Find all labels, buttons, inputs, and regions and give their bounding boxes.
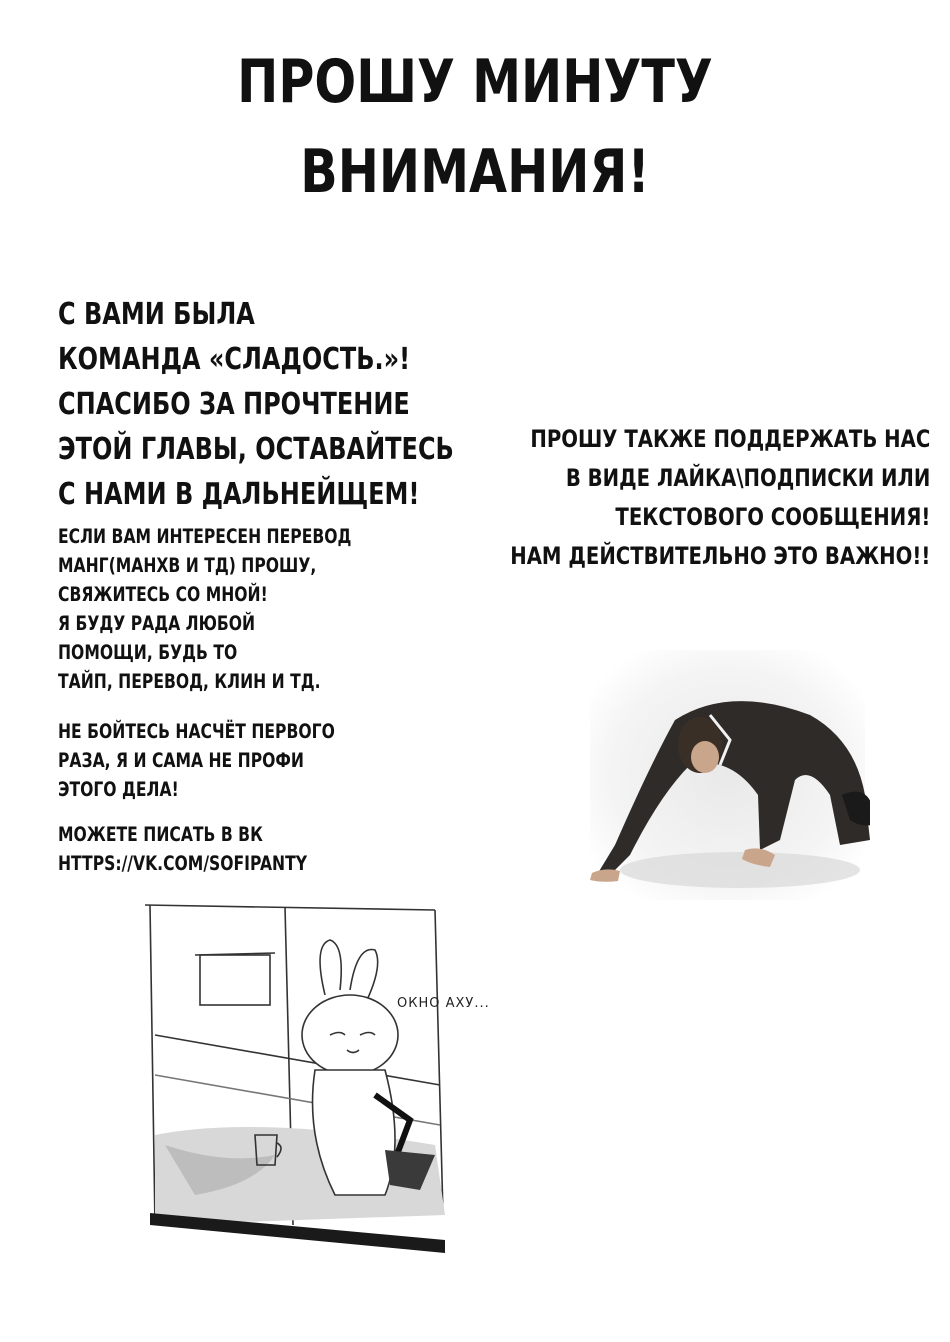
recruit-line: ТАЙП, ПЕРЕВОД, КЛИН И ТД. bbox=[58, 670, 321, 693]
support-line: В ВИДЕ ЛАЙКА\ПОДПИСКИ ИЛИ bbox=[565, 464, 930, 492]
thanks-line: СПАСИБО ЗА ПРОЧТЕНИЕ bbox=[58, 387, 410, 422]
thanks-line: С НАМИ В ДАЛЬНЕЙЩЕМ! bbox=[58, 477, 420, 512]
contact-line: МОЖЕТЕ ПИСАТЬ В ВК bbox=[58, 823, 263, 846]
thanks-line: ЭТОЙ ГЛАВЫ, ОСТАВАЙТЕСЬ bbox=[58, 432, 454, 467]
encourage-line: ЭТОГО ДЕЛА! bbox=[58, 778, 179, 801]
page-title-line-1: ПРОШУ МИНУТУ bbox=[237, 47, 713, 117]
support-line: ТЕКСТОВОГО СООБЩЕНИЯ! bbox=[615, 503, 930, 531]
contact-link[interactable]: HTTPS://VK.COM/SOFIPANTY bbox=[58, 852, 308, 875]
page-title-line-2: ВНИМАНИЯ! bbox=[300, 137, 650, 207]
thanks-block bbox=[58, 292, 454, 517]
crawling-man-photo bbox=[580, 645, 870, 905]
support-line: НАМ ДЕЙСТВИТЕЛЬНО ЭТО ВАЖНО!! bbox=[509, 542, 930, 570]
recruit-line: ЕСЛИ ВАМ ИНТЕРЕСЕН ПЕРЕВОД bbox=[58, 525, 352, 548]
recruit-line: МАНГ(МАНХВ И ТД) ПРОШУ, bbox=[58, 554, 317, 577]
recruit-line: СВЯЖИТЕСЬ СО МНОЙ! bbox=[58, 583, 268, 606]
contact-block bbox=[58, 820, 307, 878]
recruit-block bbox=[58, 522, 351, 696]
recruit-line: ПОМОЩИ, БУДЬ ТО bbox=[58, 641, 238, 664]
sketch-caption: ОКНО АХУ... bbox=[397, 996, 490, 1011]
thanks-line: С ВАМИ БЫЛА bbox=[58, 297, 255, 332]
thanks-line: КОМАНДА «СЛАДОСТЬ.»! bbox=[58, 342, 411, 377]
bunny-window-sketch bbox=[135, 885, 465, 1275]
support-block bbox=[510, 420, 930, 576]
encourage-block bbox=[58, 717, 335, 804]
recruit-line: Я БУДУ РАДА ЛЮБОЙ bbox=[58, 612, 256, 635]
encourage-line: НЕ БОЙТЕСЬ НАСЧЁТ ПЕРВОГО bbox=[58, 720, 335, 743]
support-line: ПРОШУ ТАКЖЕ ПОДДЕРЖАТЬ НАС bbox=[530, 425, 930, 453]
encourage-line: РАЗА, Я И САМА НЕ ПРОФИ bbox=[58, 749, 304, 772]
